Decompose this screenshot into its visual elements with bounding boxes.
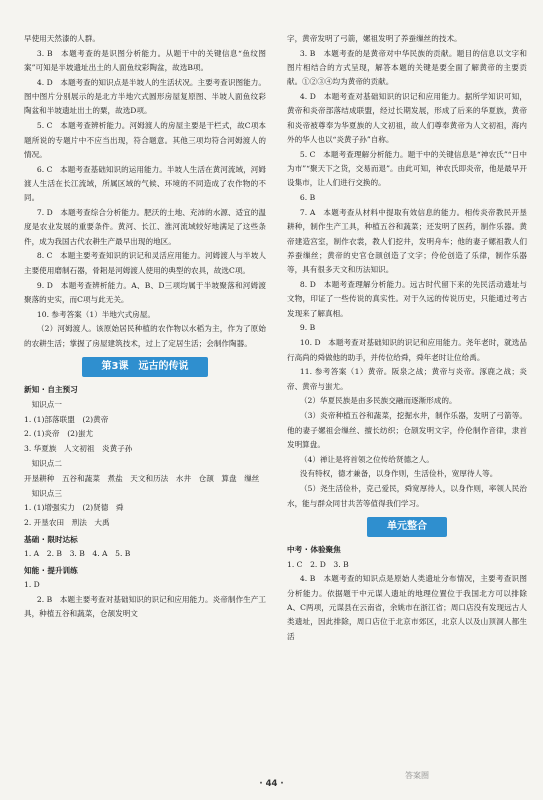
watermark-text: 答案圈 (405, 771, 429, 780)
answer-paragraph: 4. D 本题考查对基础知识的识记和应用能力。据所学知识可知，黄帝和炎帝部落结成联盟，经过长期发展，形成了后来的华夏族，黄帝和炎帝被尊奉为华夏族的人文初祖，故人们尊奉黄帝为人文初祖，海内外的华人也以“炎黄子孙”自称。 (287, 92, 527, 145)
answer-paragraph: 2. B 本题主要考查对基础知识的识记和应用能力。炎帝制作生产工具，种植五谷和蔬菜，仓颉发明文 (24, 595, 266, 619)
answer-paragraph: （5）尧生活俭朴，克己爱民，舜宽厚待人，以身作则，率领人民治水，能与群众同甘共苦等值得我们学习。 (287, 484, 527, 508)
answer-paragraph: 早使用天然漆的人群。 (24, 34, 100, 43)
left-column (24, 32, 266, 622)
answer-paragraph: 1. A 2. B 3. B 4. A 5. B (24, 549, 131, 559)
answer-paragraph: 1. C 2. D 3. B (287, 559, 349, 569)
answer-paragraph: 4. D 本题考查的知识点是半坡人的生活状况。主要考查识图能力。图中图片分别展示的是北方半地穴式圆形房屋复原图、半坡人面鱼纹彩陶盆和半坡遗址出土的粟，故选D项。 (24, 77, 266, 116)
knowledge-point-label: 知识点三 (31, 488, 62, 498)
knowledge-point-label: 知识点一 (31, 399, 62, 409)
answer-paragraph: 1. (1)增强实力 (2)贤德 舜 (24, 503, 124, 513)
answer-paragraph: 10. 参考答案（1）半地穴式房屋。 (36, 309, 155, 319)
answer-paragraph: 字，黄帝发明了弓箭，嫘祖发明了养蚕缫丝的技术。 (287, 34, 462, 43)
answer-paragraph: 9. D 本题考查辨析能力。A、B、D三项均属于半坡聚落和河姆渡聚落的史实，而C项与此无关。 (24, 280, 266, 304)
knowledge-point-label: 知识点二 (31, 459, 62, 469)
section-heading (287, 517, 527, 537)
answer-paragraph: （3）炎帝种植五谷和蔬菜，挖掘水井，制作乐器，发明了弓箭等。他的妻子嫘祖会缫丝、擅长纺织；仓颉发明文字，伶伦制作音律，隶首发明算盘。 (287, 411, 527, 449)
answer-paragraph: 2. (1)炎帝 (2)蚩尤 (24, 429, 94, 439)
answer-paragraph: 3. 华夏族 人文初祖 炎黄子孙 (24, 444, 133, 454)
answer-paragraph: 5. C 本题考查理解分析能力。题干中的关键信息是“神农氏”“日中为市”“聚天下之货，交易而退”。由此可知，神农氏即炎帝，他是最早开设集市，让人们进行交换的。 (287, 149, 527, 188)
right-column (287, 32, 527, 644)
subsection-title: 新知 · 自主预习 (24, 385, 78, 395)
answer-paragraph: 1. (1)部落联盟 (2)黄帝 (24, 414, 109, 424)
subsection-title: 基础 · 限时达标 (24, 534, 78, 544)
answer-paragraph: 11. 参考答案（1）黄帝。阪泉之战；黄帝与炎帝。涿鹿之战；炎帝、黄帝与蚩尤。 (287, 367, 527, 391)
subsection-title: 中考 · 体验聚焦 (287, 544, 341, 554)
answer-paragraph: 开垦耕种 五谷和蔬菜 煮盐 天文和历法 水井 仓颉 算盘 缫丝 (24, 473, 260, 483)
answer-paragraph: 3. B 本题考查的是识图分析能力。从题干中的关键信息“鱼纹图案”可知是半坡遗址出土的人面鱼纹彩陶盆，故选B项。 (24, 48, 266, 73)
answer-paragraph: （2）河姆渡人。该原始居民种植的农作物以水稻为主，作为了原始的农耕生活；掌握了房屋建筑技术，过上了定居生活；会制作陶器。 (24, 324, 266, 348)
answer-paragraph: 5. C 本题考查辨析能力。河姆渡人的房屋主要是干栏式，故C项本题所说的专题片中不应当出现，符合题意。其他三项均符合河姆渡人的情况。 (24, 121, 266, 159)
answer-paragraph: 8. D 本题考查理解分析能力。远古时代留下来的先民活动遗址与文物，印证了一些传说的真实性。对于久远的传说历史，只能通过考古发现来了解真相。 (287, 280, 527, 318)
answer-paragraph: （2）华夏民族是由多民族交融而逐渐形成的。 (299, 396, 457, 406)
answer-paragraph: 8. C 本题主要考查知识的识记和灵活应用能力。河姆渡人与半坡人主要使用磨制石器，骨耜是河姆渡人使用的典型的农具，故选C项。 (24, 251, 266, 275)
answer-paragraph: 1. D (24, 580, 40, 590)
answer-paragraph: 6. B (299, 193, 316, 203)
section-heading-label: 单元整合 (367, 517, 447, 537)
answer-paragraph: 7. A 本题考查从材料中提取有效信息的能力。相传炎帝教民开垦耕种，制作生产工具，种植五谷和蔬菜；还发明了医药，制作乐器。黄帝建造宫室，制作衣裳，教人们挖井，发明舟车；他的妻子嫘祖教人们养蚕缫丝；黄帝的史官仓颉创造了文字；伶伦创造了乐律，制作乐器等，具有很多天文和历法知识。 (287, 208, 527, 275)
answer-paragraph: 6. C 本题考查基础知识的运用能力。半坡人生活在黄河流域，河姆渡人生活在长江流域，所属区域的气候、环境的不同造成了农作物的不同。 (24, 164, 266, 203)
answer-paragraph: 9. B (299, 323, 316, 333)
answer-paragraph: 7. D 本题考查综合分析能力。肥沃的土地、充沛的水源、适宜的温度是农业发展的重要条件。黄河、长江、淮河流域较好地满足了这些条件，成为我国古代农耕生产最早出现的地区。 (24, 208, 266, 246)
section-heading (24, 357, 266, 377)
answer-paragraph: 2. 开垦农田 刑法 大禹 (24, 518, 110, 528)
answer-paragraph: 3. B 本题考查的是黄帝对中华民族的贡献。题目的信息以文字和图片相结合的方式呈现，解答本题的关键是要全面了解黄帝的主要贡献。①②③④均为黄帝的贡献。 (287, 48, 527, 87)
subsection-title: 知能 · 提升训练 (24, 565, 78, 575)
answer-paragraph: 10. D 本题考查对基础知识的识记和应用能力。尧年老时，就选品行高尚的舜做他的助手，并传位给舜，舜年老时让位给禹。 (287, 338, 527, 362)
answer-paragraph: 4. B 本题考查的知识点是原始人类遗址分布情况，主要考查识图分析能力。依据题干中元谋人遗址的地理位置位于我国北方可以排除A、C两项，元谋县在云南省，余姚市在浙江省；周口店没有发现远古人类遗址，因此排除，周口店位于北京市郊区，北京人以及山顶洞人都生活 (287, 574, 527, 641)
page-number: · 44 · (259, 779, 284, 789)
answer-paragraph: （4）禅让是将首领之位传给贤德之人。 (299, 454, 434, 464)
answer-paragraph: 没有特权，德才兼备，以身作则，生活俭朴，宽厚待人等。 (299, 469, 498, 479)
section-heading-label: 第3课 远古的传说 (82, 357, 209, 377)
